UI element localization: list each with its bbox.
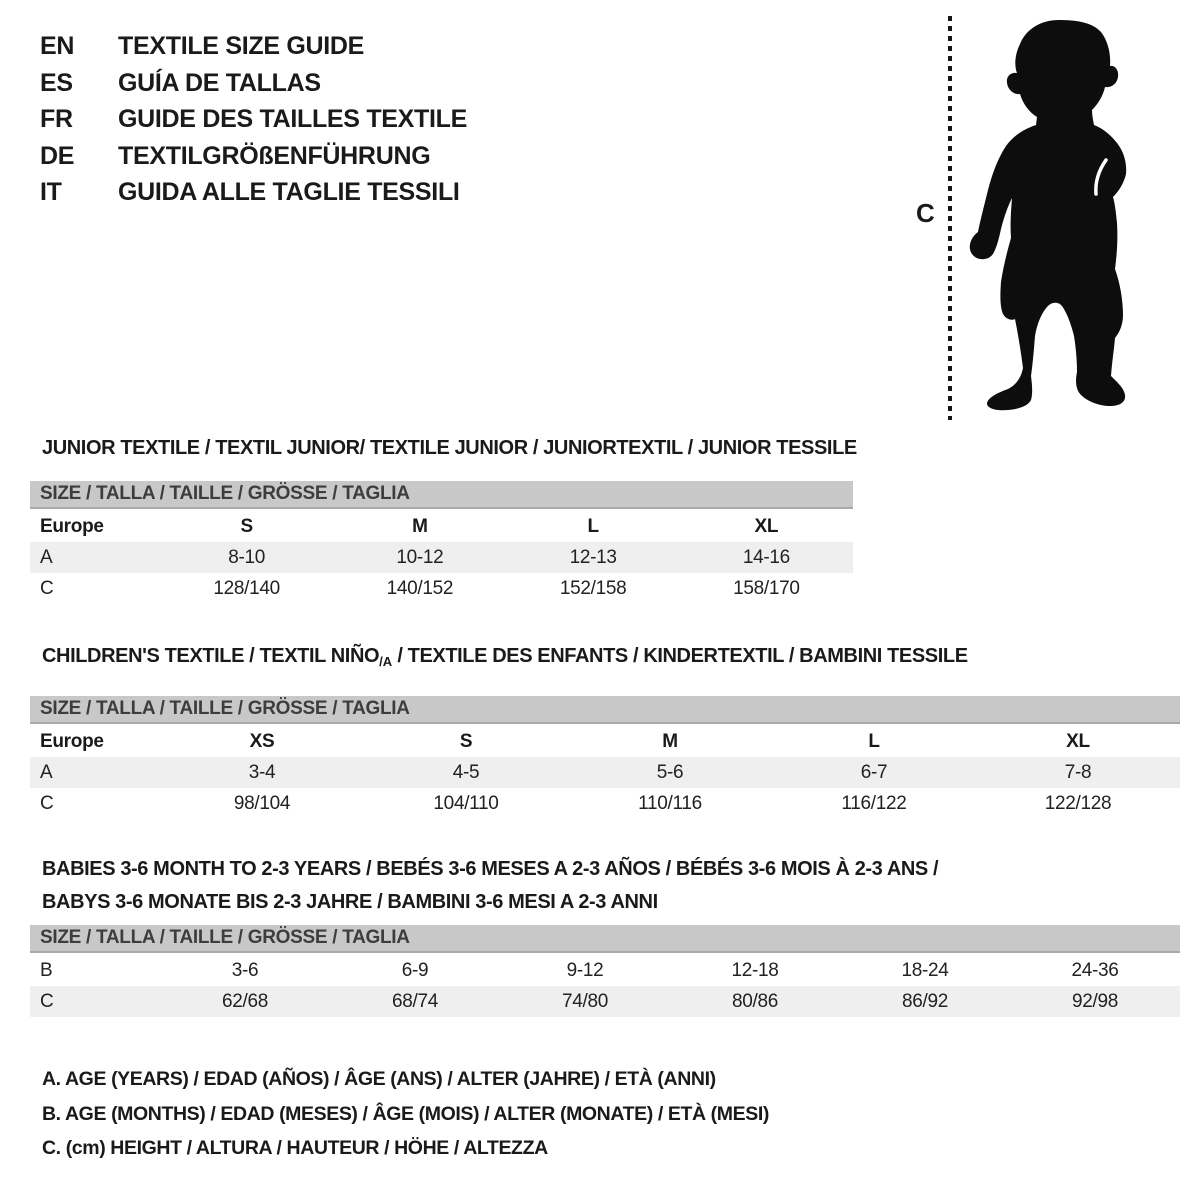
language-row-it bbox=[40, 174, 467, 211]
legend-footnotes bbox=[42, 1062, 769, 1166]
babies-textile-section bbox=[30, 853, 1180, 1017]
size-header-bar: SIZE / TALLA / TAILLE / GRÖSSE / TAGLIA bbox=[30, 481, 853, 509]
language-title: GUIDE DES TAILLES TEXTILE bbox=[118, 105, 468, 133]
table-cell: 74/80 bbox=[561, 991, 609, 1012]
title-part: / TEXTILE DES ENFANTS / KINDERTEXTIL / BAMBINI TESSILE bbox=[392, 645, 968, 667]
table-cell: 14-16 bbox=[742, 547, 790, 568]
title-part-subscript: /A bbox=[379, 654, 393, 669]
row-label: A bbox=[40, 762, 53, 783]
language-row-en bbox=[40, 28, 467, 65]
table-row bbox=[30, 986, 1180, 1017]
footnote-a: A. AGE (YEARS) / EDAD (AÑOS) / ÂGE (ANS) / ALTER (JAHRE) / ETÀ (ANNI) bbox=[42, 1068, 716, 1090]
junior-textile-section bbox=[30, 437, 857, 604]
table-cell: M bbox=[412, 516, 428, 537]
table-cell: 6-7 bbox=[860, 762, 888, 783]
table-cell: 24-36 bbox=[1071, 960, 1119, 981]
row-label: Europe bbox=[40, 731, 104, 752]
table-cell: S bbox=[459, 731, 473, 752]
language-code: IT bbox=[40, 178, 62, 206]
table-row bbox=[30, 726, 1180, 757]
section-title bbox=[30, 645, 1180, 673]
language-header bbox=[40, 28, 467, 211]
language-title: GUIDA ALLE TAGLIE TESSILI bbox=[118, 178, 460, 206]
table-cell: 80/86 bbox=[731, 991, 779, 1012]
table-cell: 9-12 bbox=[566, 960, 604, 981]
section-title-line-1: BABIES 3-6 MONTH TO 2-3 YEARS / BEBÉS 3-6 MESES A 2-3 AÑOS / BÉBÉS 3-6 MOIS À 2-3 ANS / bbox=[42, 858, 939, 880]
row-label: C bbox=[40, 578, 54, 599]
table-cell: 62/68 bbox=[221, 991, 269, 1012]
table-cell: 104/110 bbox=[433, 793, 499, 814]
table-cell: 116/122 bbox=[841, 793, 907, 814]
table-cell: 3-6 bbox=[231, 960, 259, 981]
table-cell: XL bbox=[1066, 731, 1090, 752]
language-title: TEXTILGRÖßENFÜHRUNG bbox=[118, 141, 431, 170]
table-cell: 12-13 bbox=[569, 547, 617, 568]
table-cell: 68/74 bbox=[391, 991, 439, 1012]
table-cell: S bbox=[240, 516, 253, 537]
table-cell: 4-5 bbox=[452, 762, 480, 783]
table-cell: 152/158 bbox=[559, 578, 627, 599]
table-row bbox=[30, 542, 853, 573]
language-code: EN bbox=[40, 32, 75, 60]
table-cell: 12-18 bbox=[731, 960, 779, 981]
table-cell: 140/152 bbox=[386, 578, 454, 599]
table-cell: 128/140 bbox=[213, 578, 280, 599]
table-cell: XS bbox=[249, 731, 275, 752]
size-header-bar: SIZE / TALLA / TAILLE / GRÖSSE / TAGLIA bbox=[30, 696, 1180, 724]
language-code: FR bbox=[40, 105, 73, 133]
section-title: JUNIOR TEXTILE / TEXTIL JUNIOR/ TEXTILE JUNIOR / JUNIORTEXTIL / JUNIOR TESSILE bbox=[42, 437, 857, 459]
language-code: DE bbox=[40, 141, 75, 170]
table-row bbox=[30, 955, 1180, 986]
language-row-es bbox=[40, 65, 467, 102]
section-title-line-2: BABYS 3-6 MONATE BIS 2-3 JAHRE / BAMBINI 3-6 MESI A 2-3 ANNI bbox=[42, 891, 658, 913]
table-cell: 8-10 bbox=[228, 547, 266, 568]
table-cell: 122/128 bbox=[1044, 793, 1112, 814]
row-label: C bbox=[40, 793, 54, 814]
footnote-c: C. (cm) HEIGHT / ALTURA / HAUTEUR / HÖHE / ALTEZZA bbox=[42, 1137, 548, 1160]
table-row bbox=[30, 788, 1180, 819]
toddler-silhouette-icon bbox=[964, 10, 1144, 415]
row-label: Europe bbox=[40, 516, 104, 537]
table-row bbox=[30, 573, 853, 604]
table-cell: 7-8 bbox=[1064, 762, 1092, 783]
table bbox=[30, 726, 1180, 819]
table-cell: XL bbox=[754, 516, 779, 537]
language-row-de bbox=[40, 138, 467, 175]
table-cell: L bbox=[587, 516, 599, 537]
table-cell: 98/104 bbox=[233, 793, 291, 814]
table-cell: 92/98 bbox=[1071, 991, 1119, 1012]
table bbox=[30, 511, 853, 604]
row-label: B bbox=[40, 960, 53, 981]
height-figure bbox=[900, 0, 1190, 430]
table bbox=[30, 955, 1180, 1017]
language-code: ES bbox=[40, 68, 73, 97]
children-textile-section bbox=[30, 645, 1180, 819]
table-cell: L bbox=[868, 731, 880, 752]
row-label: A bbox=[40, 547, 53, 568]
table-cell: 6-9 bbox=[401, 960, 429, 981]
table-row bbox=[30, 511, 853, 542]
table-cell: 3-4 bbox=[248, 762, 276, 783]
height-measure-label: C bbox=[916, 198, 935, 228]
language-title: TEXTILE SIZE GUIDE bbox=[118, 32, 365, 60]
size-header-bar: SIZE / TALLA / TAILLE / GRÖSSE / TAGLIA bbox=[30, 925, 1180, 953]
table-cell: 86/92 bbox=[901, 991, 949, 1012]
table-cell: 5-6 bbox=[656, 762, 684, 783]
language-title: GUÍA DE TALLAS bbox=[118, 68, 321, 97]
table-cell: M bbox=[662, 731, 678, 752]
table-cell: 110/116 bbox=[638, 793, 702, 814]
table-row bbox=[30, 757, 1180, 788]
table-cell: 158/170 bbox=[733, 578, 800, 599]
language-row-fr bbox=[40, 101, 467, 138]
table-cell: 10-12 bbox=[396, 547, 444, 568]
height-dashed-line-icon bbox=[948, 16, 952, 420]
footnote-b: B. AGE (MONTHS) / EDAD (MESES) / ÂGE (MOIS) / ALTER (MONATE) / ETÀ (MESI) bbox=[42, 1102, 769, 1125]
table-cell: 18-24 bbox=[901, 960, 949, 981]
row-label: C bbox=[40, 991, 54, 1012]
title-part: CHILDREN'S TEXTILE / TEXTIL NIÑO bbox=[42, 645, 380, 667]
